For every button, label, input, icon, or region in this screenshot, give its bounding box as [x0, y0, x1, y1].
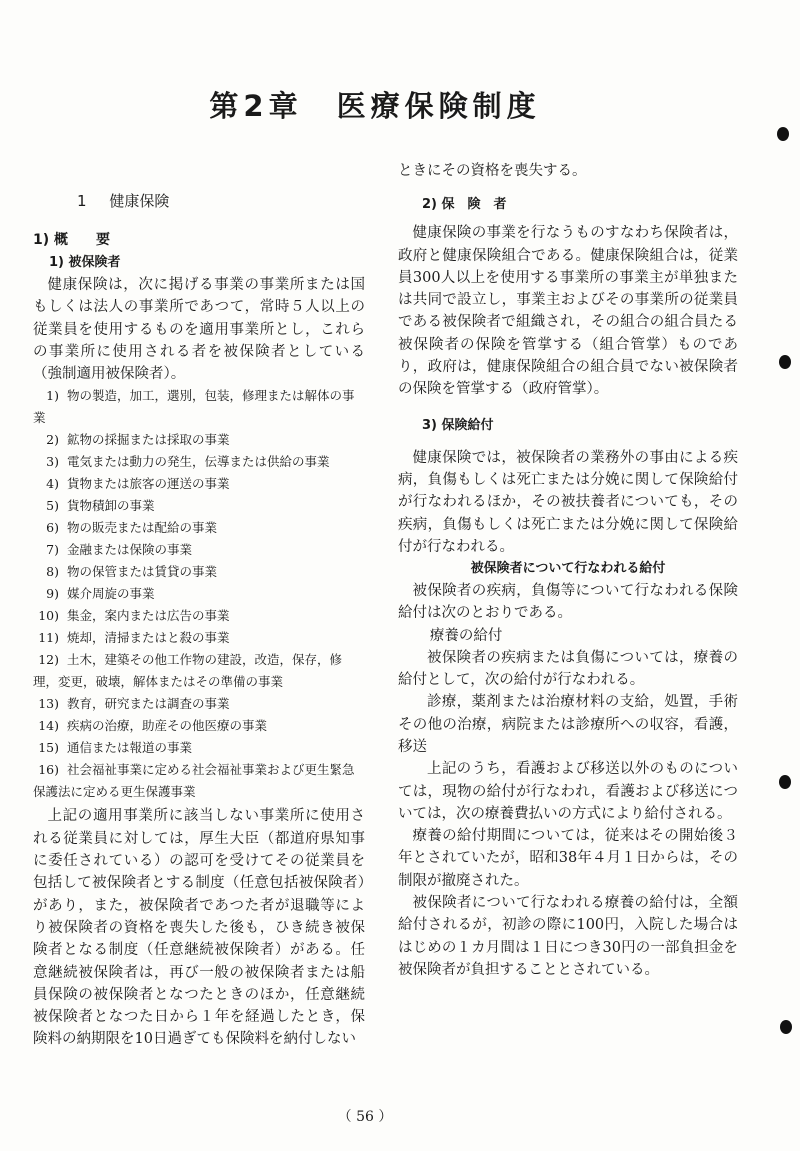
- list-item-number: 1): [46, 388, 59, 404]
- list-item: [33, 693, 365, 715]
- list-item: [33, 737, 365, 759]
- optional-insured-text: 上記の適用事業所に該当しない事業所に使用される従業員に対しては，厚生大臣（都道府県知事に委任されている）の認可を受けてその従業員を包括して被保険者とする制度（任意包括被保険者）があり，また，被保険者であつた者が退職等により被保険者の資格を喪失した後も，ひき続き被保険者となる制度（任意継続被保険者）がある。任意継続被保険者は，再び一般の被保険者または船員保険の被保険者となつたときのほか，任意継続被保険者となつた日から１年を経過したとき，保険料の納期限を10日過ぎても保険料を納付しない: [33, 808, 365, 1048]
- page-number: （ 56 ）: [337, 1109, 393, 1125]
- continued-text: ときにその資格を喪失する。: [398, 163, 587, 179]
- list-item-text: 社会福祉事業に定める社会福祉事業および更生緊急保護法に定める更生保護事業: [33, 762, 355, 800]
- medical-text-1: 被保険者の疾病または負傷については，療養の給付として，次の給付が行なわれる。: [398, 649, 738, 689]
- business-list: [33, 385, 365, 803]
- benefits-heading: 3) 保険給付: [422, 417, 494, 433]
- list-item-number: 12): [38, 652, 59, 668]
- list-item-number: 16): [38, 762, 59, 778]
- list-item-text: 焼却，清掃またはと殺の事業: [67, 630, 230, 646]
- list-item: [33, 715, 365, 737]
- list-item: [33, 561, 365, 583]
- insured-heading: 1) 被保険者: [49, 255, 121, 270]
- list-item-text: 土木，建築その他工作物の建設，改造，保存，修理，変更，破壊，解体またはその準備の事業: [33, 652, 343, 690]
- list-item: [33, 649, 365, 693]
- list-item: [33, 495, 365, 517]
- insured-intro: 健康保険は，次に掲げる事業の事業所または国もしくは法人の事業所であつて，常時５人以上の従業員を使用するものを適用事業所とし，これらの事業所に使用される者を被保険者としている（強制適用被保険者）。: [33, 277, 365, 383]
- list-item: [33, 627, 365, 649]
- punch-hole-mark: [780, 1020, 792, 1034]
- list-item-text: 物の保管または賃貸の事業: [67, 564, 218, 580]
- list-item-number: 14): [38, 718, 59, 734]
- insured-benefits-text: 被保険者の疾病，負傷等について行なわれる保険給付は次のとおりである。: [398, 583, 738, 622]
- list-item-text: 鉱物の採掘または採取の事業: [67, 432, 230, 448]
- list-item-text: 金融または保険の事業: [67, 542, 193, 558]
- list-item: [33, 583, 365, 605]
- list-item-number: 9): [46, 586, 59, 602]
- list-item-number: 6): [46, 520, 59, 536]
- list-item-text: 疾病の治療，助産その他医療の事業: [67, 718, 268, 734]
- punch-hole-mark: [777, 127, 789, 141]
- list-item: [33, 539, 365, 561]
- section-number: 1: [77, 192, 87, 210]
- list-item-number: 11): [38, 630, 59, 646]
- list-item: [33, 605, 365, 627]
- list-item: [33, 517, 365, 539]
- benefits-text: 健康保険では，被保険者の業務外の事由による疾病，負傷もしくは死亡または分娩に関して保険給付が行なわれるほか，その被扶養者についても，その疾病，負傷もしくは死亡または分娩に関して保険給付が行なわれる。: [398, 449, 738, 555]
- insurer-text: 健康保険の事業を行なうものすなわち保険者は，政府と健康保険組合である。健康保険組合は，従業員300人以上を使用する事業所の事業主が単独または共同で設立し，事業主およびその事業所の従業員である被保険者で組織され，その組合の組合員たる被保険者の保険を管掌する（組合管掌）ものであり，政府は，健康保険組合の組合員でない被保険者の保険を管掌する（政府管掌）。: [398, 225, 738, 398]
- list-item-number: 15): [38, 740, 59, 756]
- medical-text-2: 診療，薬剤または治療材料の支給，処置，手術その他の治療，病院または診療所への収容，看護，移送: [398, 694, 738, 755]
- list-item-text: 物の製造，加工，選別，包装，修理または解体の事業: [33, 388, 355, 426]
- list-item-number: 2): [46, 432, 59, 448]
- chapter-title: 第2章 医療保険制度: [209, 89, 541, 123]
- list-item-number: 10): [38, 608, 59, 624]
- right-column: [398, 160, 738, 981]
- overview-heading: 1) 概 要: [33, 232, 111, 248]
- left-column: [33, 188, 365, 1051]
- medical-text-3: 上記のうち，看護および移送以外のものについては，現物の給付が行なわれ，看護および移送については，次の療養費払いの方式により給付される。: [398, 761, 738, 822]
- insurer-heading: 2) 保 険 者: [422, 197, 507, 213]
- list-item-text: 貨物積卸の事業: [67, 498, 155, 514]
- medical-text-4: 療養の給付期間については，従来はその開始後３年とされていたが，昭和38年４月１日からは，その制限が撤廃された。: [398, 828, 738, 889]
- section-title: 健康保険: [109, 192, 170, 210]
- insured-benefits-heading: 被保険者について行なわれる給付: [470, 561, 666, 577]
- punch-hole-mark: [779, 775, 791, 789]
- list-item: [33, 451, 365, 473]
- list-item-text: 電気または動力の発生，伝導または供給の事業: [67, 454, 330, 470]
- list-item-number: 7): [46, 542, 59, 558]
- list-item-number: 3): [46, 454, 59, 470]
- list-item: [33, 759, 365, 803]
- list-item-text: 媒介周旋の事業: [67, 586, 155, 602]
- list-item-number: 5): [46, 498, 59, 514]
- list-item: [33, 473, 365, 495]
- list-item-number: 4): [46, 476, 59, 492]
- punch-hole-mark: [779, 355, 791, 369]
- list-item-text: 通信または報道の事業: [67, 740, 193, 756]
- list-item: [33, 429, 365, 451]
- medical-heading: 療養の給付: [429, 627, 503, 644]
- list-item-text: 貨物または旅客の運送の事業: [67, 476, 230, 492]
- section-heading: [77, 188, 365, 214]
- list-item-text: 教育，研究または調査の事業: [67, 696, 230, 712]
- list-item-text: 物の販売または配給の事業: [67, 520, 218, 536]
- list-item-text: 集金，案内または広告の事業: [67, 608, 230, 624]
- list-item-number: 13): [38, 696, 59, 712]
- medical-text-5: 被保険者について行なわれる療養の給付は，全額給付されるが，初診の際に100円，入院した場合ははじめの１カ月間は１日につき30円の一部負担金を被保険者が負担することとされている。: [398, 895, 738, 978]
- list-item-number: 8): [46, 564, 59, 580]
- list-item: [33, 385, 365, 429]
